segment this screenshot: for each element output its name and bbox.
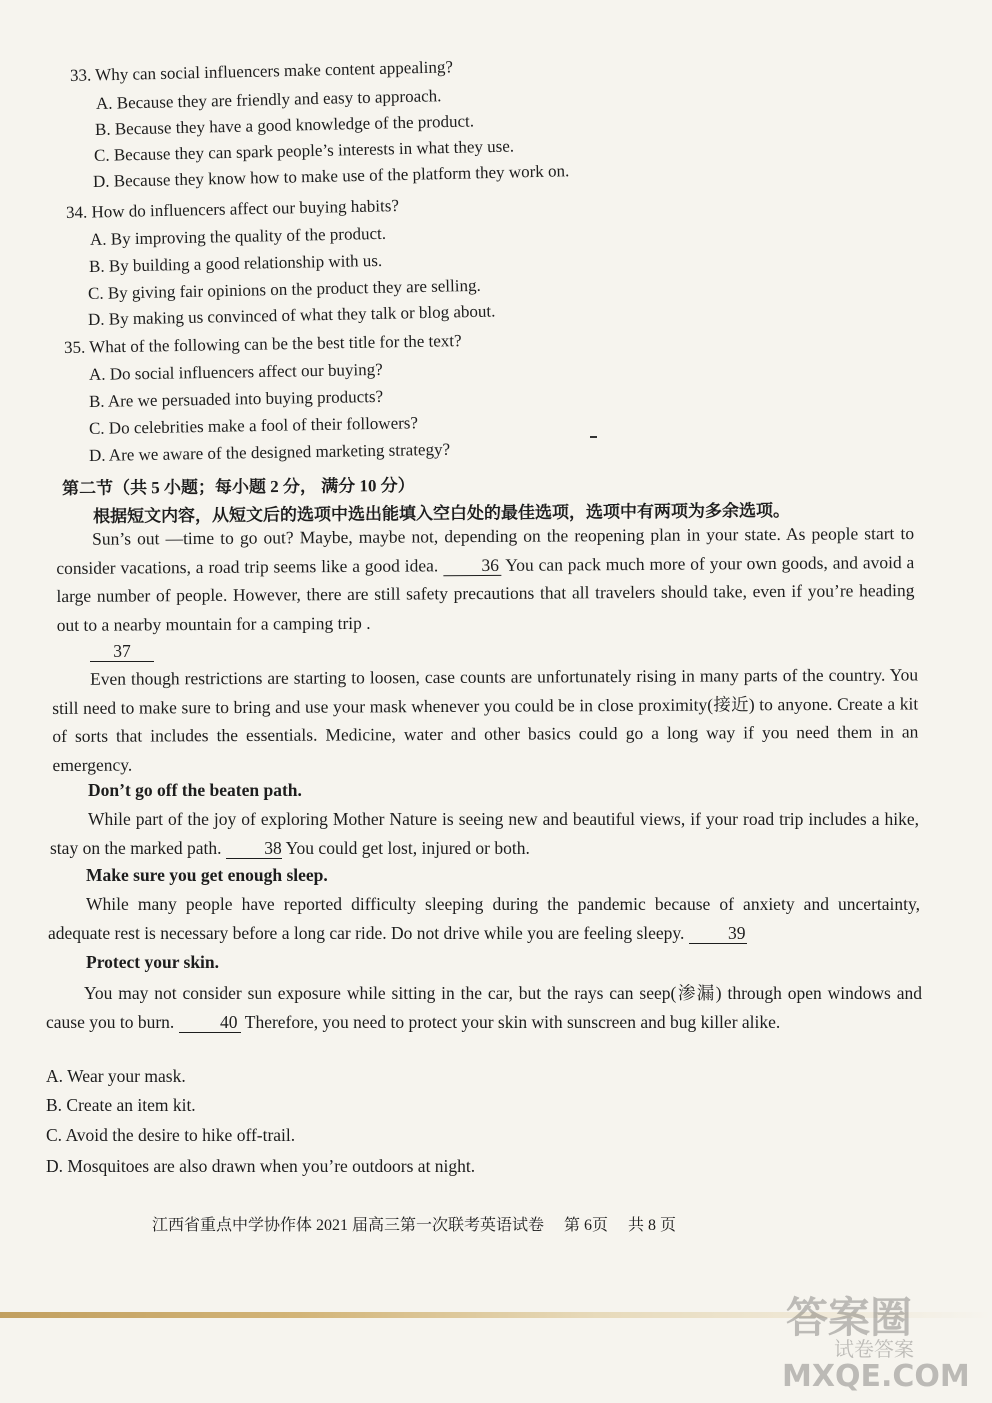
question-34-option-a: A. By improving the quality of the product. <box>89 223 387 249</box>
passage-p5-part-b: Therefore, you need to protect your skin with sunscreen and bug killer alike. <box>244 1011 781 1032</box>
choice-c: C. Avoid the desire to hike off-trail. <box>46 1125 296 1145</box>
watermark-logo <box>772 1285 972 1395</box>
question-33-option-d: D. Because they know how to make use of the platform they work on. <box>92 161 570 191</box>
blank-40: 40 <box>179 1012 241 1033</box>
question-35-option-b: B. Are we persuaded into buying products? <box>88 386 384 411</box>
question-33-option-b: B. Because they have a good knowledge of the product. <box>94 111 475 139</box>
question-33-option-a: A. Because they are friendly and easy to approach. <box>95 86 442 113</box>
question-34-option-b: B. By building a good relationship with us. <box>88 250 383 276</box>
passage-p1-part-a: Sun’s out —time to go out? Maybe, maybe not, depending on the reopening plan in your state. As people start to consider vacations, a road trip seems like a good idea. <box>56 523 915 578</box>
blank-39: 39 <box>689 923 747 944</box>
passage-paragraph-2: Even though restrictions are starting to loosen, case counts are unfortunately rising in many parts of the country. You still need to make sure to bring and use your mask whenever you could be in close proximity(接近) to anyone. Create a kit of sorts that includes the essentials. Medicine, water and other basics could go a long way if you need them in an emergency. <box>52 664 919 775</box>
passage-paragraph-3 <box>50 805 919 862</box>
subheading-beaten-path: Don’t go off the beaten path. <box>88 780 302 800</box>
footer-total-pages: 共 8 页 <box>628 1217 677 1234</box>
passage-paragraph-1 <box>56 519 915 639</box>
question-34-stem: 34. How do influencers affect our buying habits? <box>65 196 400 222</box>
section-2-instruction: 根据短文内容，从短文后的选项中选出能填入空白处的最佳选项，选项中有两项为多余选项。 <box>92 500 791 526</box>
choice-b: B. Create an item kit. <box>46 1095 196 1115</box>
footer-exam-title: 江西省重点中学协作体 2021 届高三第一次联考英语试卷 <box>152 1217 545 1234</box>
passage-p5-part-a: You may not consider sun exposure while sitting in the car, but the rays can seep(渗漏) through open windows and cause you to burn. <box>46 983 922 1032</box>
question-35-option-a: A. Do social influencers affect our buying? <box>88 359 383 384</box>
blank-38: 38 <box>226 838 282 859</box>
watermark-line-2: 试卷答案 <box>834 1337 914 1361</box>
question-35-option-d: D. Are we aware of the designed marketing strategy? <box>88 439 451 465</box>
passage-p1-part-b: You can pack much more of your own goods, and avoid a large number of people. However, there are still safety precautions that all travelers should take, even if you’re heading out to a nearby mountain for a camping trip . <box>56 551 915 635</box>
passage-p3-part-b: You could get lost, injured or both. <box>285 837 530 858</box>
question-33-stem: 33. Why can social influencers make content appealing? <box>69 57 454 85</box>
passage-paragraph-4 <box>48 890 920 947</box>
question-33-option-c: C. Because they can spark people’s interests in what they use. <box>93 136 515 165</box>
choice-a: A. Wear your mask. <box>46 1066 186 1086</box>
watermark-line-1: 答案圈 <box>786 1293 913 1342</box>
watermark-line-3: MXQE.COM <box>782 1359 970 1394</box>
choice-d: D. Mosquitoes are also drawn when you’re outdoors at night. <box>46 1156 476 1176</box>
blank-36: 36 <box>443 554 501 575</box>
question-34-option-c: C. By giving fair opinions on the product they are selling. <box>87 275 481 303</box>
question-34-option-d: D. By making us convinced of what they talk or blog about. <box>87 301 496 329</box>
blank-37: 37 <box>90 641 154 662</box>
stray-mark <box>590 436 597 438</box>
page-footer <box>152 1212 692 1235</box>
subheading-enough-sleep: Make sure you get enough sleep. <box>86 865 328 885</box>
passage-p3-part-a: While part of the joy of exploring Mother Nature is seeing new and beautiful views, if your road trip includes a hike, stay on the marked path. <box>50 809 919 858</box>
section-2-header: 第二节（共 5 小题；每小题 2 分， 满分 10 分） <box>61 475 415 498</box>
footer-page-number: 第 6页 <box>564 1217 609 1234</box>
subheading-protect-skin: Protect your skin. <box>86 952 220 972</box>
passage-paragraph-5 <box>46 979 922 1036</box>
passage-p4-part-a: While many people have reported difficulty sleeping during the pandemic because of anxiety and uncertainty, adequate rest is necessary before a long car ride. Do not drive while you are feeling sleepy. <box>48 894 920 943</box>
question-35-stem: 35. What of the following can be the best title for the text? <box>63 331 462 357</box>
question-35-option-c: C. Do celebrities make a fool of their followers? <box>88 413 419 438</box>
